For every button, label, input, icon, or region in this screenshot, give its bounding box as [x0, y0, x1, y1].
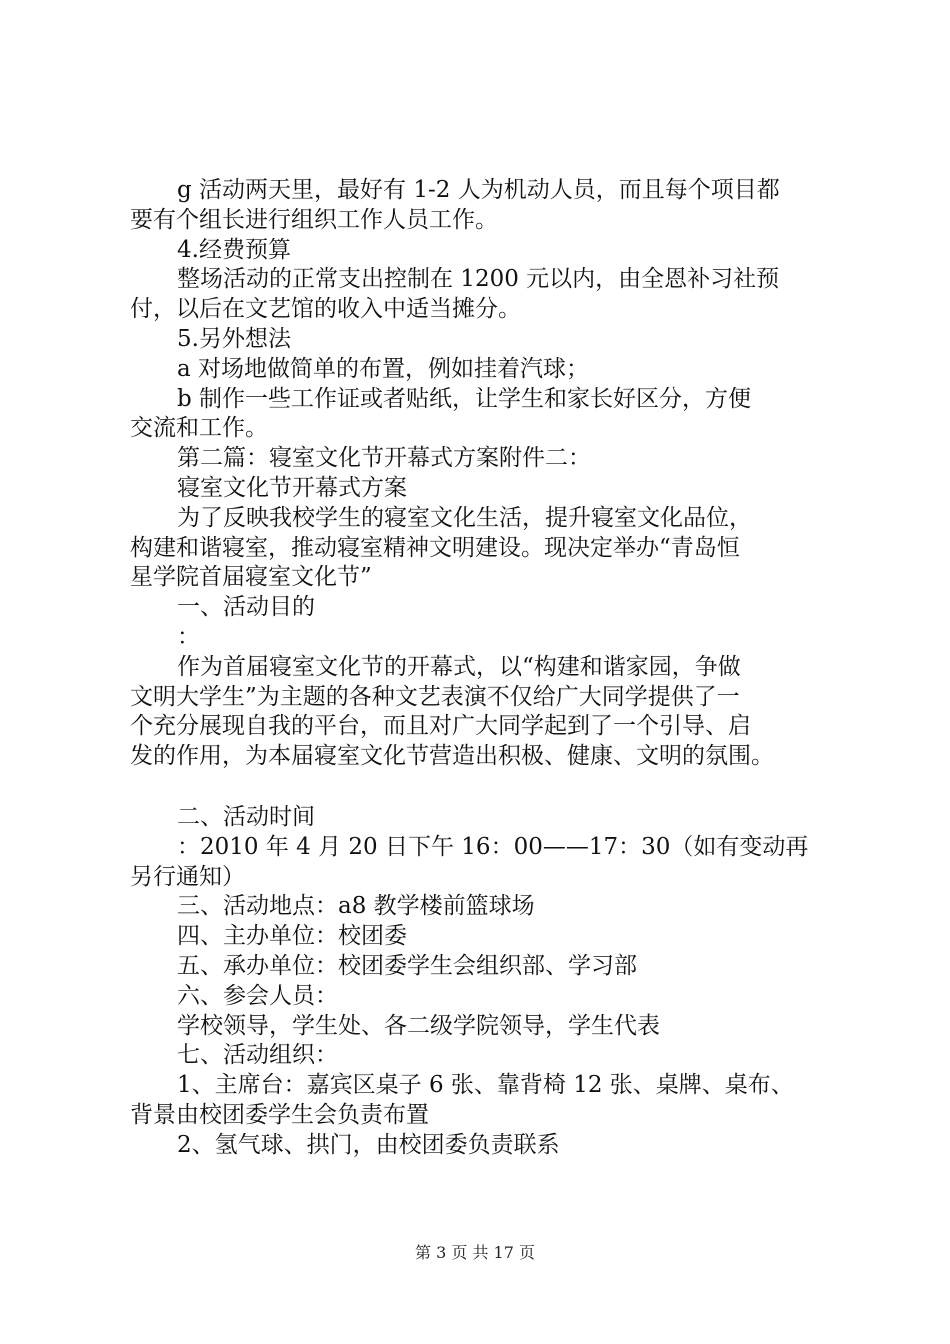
text-line: 文明大学生”为主题的各种文艺表演不仅给广大同学提供了一	[130, 683, 740, 710]
section-heading: 七、活动组织：	[177, 1042, 338, 1069]
text-line: 构建和谐寝室，推动寝室精神文明建设。现决定举办“青岛恒	[130, 534, 740, 561]
section-heading: 六、参会人员：	[177, 982, 338, 1009]
section-heading: 5.另外想法	[177, 325, 291, 352]
text-line: 个充分展现自我的平台，而且对广大同学起到了一个引导、启	[130, 713, 751, 740]
text-line: 付，以后在文艺馆的收入中适当摊分。	[130, 296, 521, 323]
section-heading: 五、承办单位：校团委学生会组织部、学习部	[177, 952, 637, 979]
text-line: ：2010 年 4 月 20 日下午 16：00——17：30（如有变动再	[177, 833, 809, 860]
text-line: 星学院首届寝室文化节”	[130, 564, 372, 591]
text-line: 2、氢气球、拱门，由校团委负责联系	[177, 1131, 560, 1158]
section-heading: 四、主办单位：校团委	[177, 923, 407, 950]
text-line: 为了反映我校学生的寝室文化生活，提升寝室文化品位，	[177, 504, 752, 531]
text-line: 作为首届寝室文化节的开幕式，以“构建和谐家园，争做	[177, 653, 741, 680]
text-line: g 活动两天里，最好有 1-2 人为机动人员，而且每个项目都	[177, 177, 780, 203]
text-line: 整场活动的正常支出控制在 1200 元以内，由全恩补习社预	[177, 266, 780, 293]
text-line: 要有个组长进行组织工作人员工作。	[130, 206, 498, 233]
document-body	[130, 176, 835, 1161]
text-line: 背景由校团委学生会负责布置	[130, 1101, 429, 1128]
text-line: 发的作用，为本届寝室文化节营造出积极、健康、文明的氛围。	[130, 743, 774, 770]
text-line: 交流和工作。	[130, 415, 268, 442]
text-line: 学校领导，学生处、各二级学院领导，学生代表	[177, 1012, 660, 1039]
text-line: b 制作一些工作证或者贴纸，让学生和家长好区分，方便	[177, 385, 752, 412]
text-line: 另行通知）	[130, 863, 245, 890]
text-line: ：	[177, 623, 200, 650]
text-line: 1、主席台：嘉宾区桌子 6 张、靠背椅 12 张、桌牌、桌布、	[177, 1072, 794, 1099]
section-heading: 三、活动地点：a8 教学楼前篮球场	[177, 893, 535, 920]
page-number-footer: 第 3 页 共 17 页	[415, 1243, 535, 1262]
section-heading: 第二篇：寝室文化节开幕式方案附件二：	[177, 445, 591, 472]
section-heading: 寝室文化节开幕式方案	[177, 474, 407, 501]
blank-line	[130, 772, 835, 803]
text-line: a 对场地做简单的布置，例如挂着汽球；	[177, 355, 590, 382]
section-heading: 4.经费预算	[177, 236, 291, 263]
section-heading: 一、活动目的	[177, 594, 315, 621]
section-heading: 二、活动时间	[177, 803, 315, 830]
